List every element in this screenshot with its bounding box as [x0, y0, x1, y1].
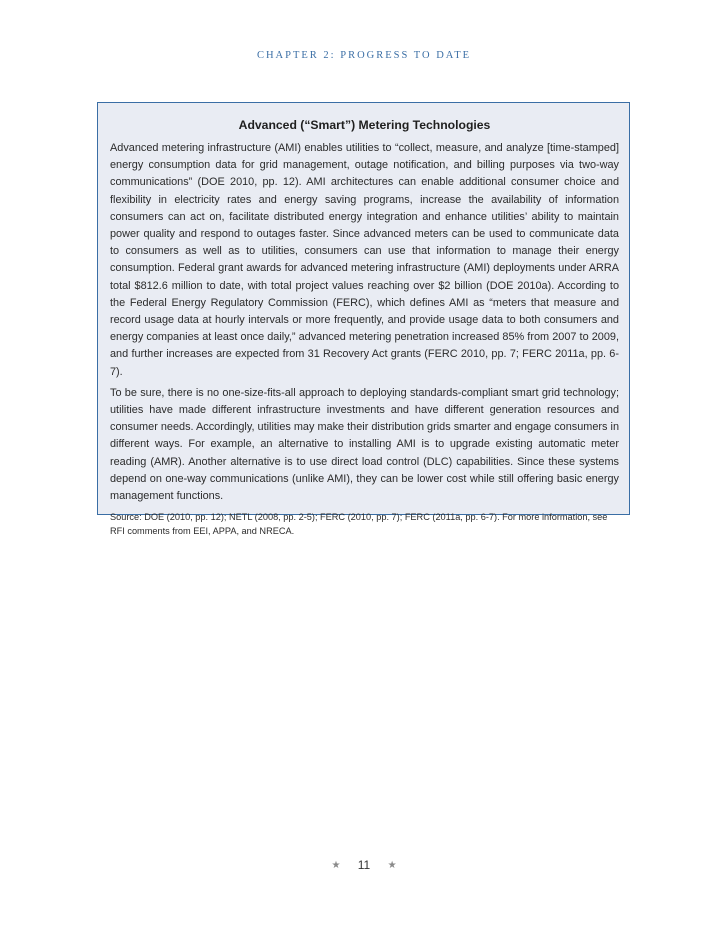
- chapter-header: CHAPTER 2: PROGRESS TO DATE: [256, 50, 472, 61]
- page-footer: [0, 858, 728, 872]
- sidebar-title: Advanced (“Smart”) Metering Technologies: [238, 118, 491, 132]
- sidebar-paragraph-1: Advanced metering infrastructure (AMI) enables utilities to “collect, measure, and analyze [time-stamped] energy consumption data for grid management, outage notification, and billing purposes via two-way communications” (DOE 2010, pp. 12). AMI architectures can enable additional consumer choice and flexibility in electricity rates and energy saving programs, increase the availability of information consumers can act on, facilitate distributed energy integration and enhance utilities’ ability to maintain power quality and respond to outages faster. Since advanced meters can be used to communicate data to consumers as well as to utilities, consumers can use that information to manage their energy consumption. Federal grant awards for advanced metering infrastructure (AMI) deployments under ARRA total $812.6 million to date, with total project values reaching over $2 billion (DOE 2010a). According to the Federal Energy Regulatory Commission (FERC), which defines AMI as “meters that measure and record usage data at hourly intervals or more frequently, and provide usage data to both consumers and energy companies at least once daily,” advanced metering penetration increased 85% from 2007 to 2009, and further increases are expected from 31 Recovery Act grants (FERC 2010, pp. 7; FERC 2011a, pp. 6-7).: [110, 142, 619, 378]
- sidebar-paragraph-2: To be sure, there is no one-size-fits-all approach to deploying standards-compliant smart grid technology; utilities have made different infrastructure investments and have different generation resources and consumer needs. Accordingly, utilities may make their distribution grids smarter and engage consumers in different ways. For example, an alternative to installing AMI is to upgrade existing automatic meter reading (AMR). Another alternative is to use direct load control (DLC) capabilities. Since these systems depend on one-way communications (unlike AMI), they can be lower cost while still offering basic energy management functions.: [110, 386, 619, 503]
- page-number: 11: [357, 858, 371, 872]
- star-icon: ★: [387, 860, 397, 871]
- sidebar-source: Source: DOE (2010, pp. 12); NETL (2008, pp. 2-5); FERC (2010, pp. 7); FERC (2011a, pp. 6-7). For more information, see RFI comments from EEI, APPA, and NRECA.: [110, 512, 608, 537]
- star-icon: ★: [331, 860, 341, 871]
- sidebar-box: [97, 102, 630, 537]
